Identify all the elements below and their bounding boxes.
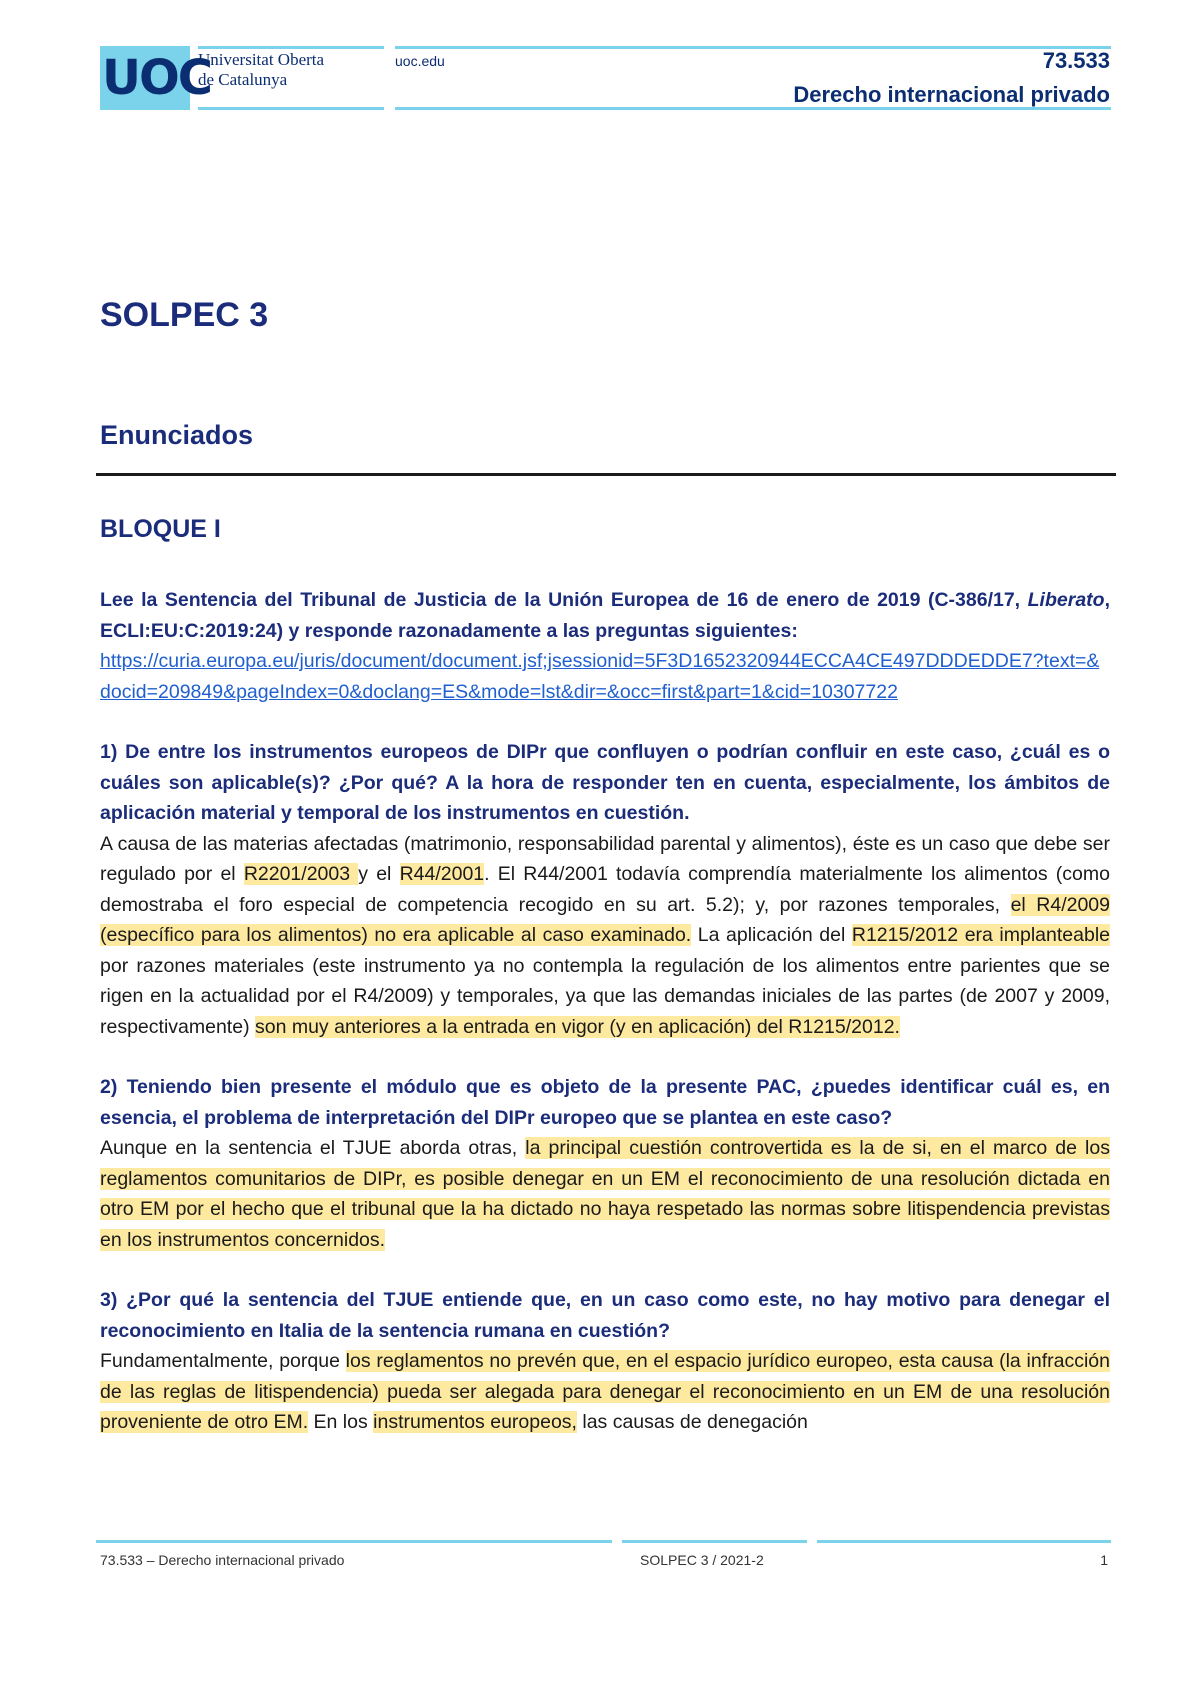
- answer-1-part1: A causa de las materias afectadas (matrimonio, responsabilidad parental y alimentos), éste es un caso que debe ser regulado por el: [100, 832, 1110, 885]
- curia-link[interactable]: https://curia.europa.eu/juris/document/document.jsf;jsessionid=5F3D1652320944ECCA4CE497DDDEDDE7?text=&docid=209849&pageIndex=0&doclang=ES&mode=lst&dir=&occ=first&part=1&cid=10307722: [100, 650, 1100, 703]
- university-name-line2: de Catalunya: [198, 70, 288, 89]
- footer-rule-left: [96, 1540, 612, 1543]
- answer-3-highlight2: instrumentos europeos,: [373, 1411, 577, 1433]
- question-2: [100, 1072, 1110, 1255]
- answer-2-part1: Aunque en la sentencia el TJUE aborda otras,: [100, 1137, 526, 1159]
- question-3-text: 3) ¿Por qué la sentencia del TJUE entiende que, en un caso como este, no hay motivo para denegar el reconocimiento en Italia de la sentencia rumana en cuestión?: [100, 1289, 1110, 1342]
- intro-part1: Lee la Sentencia del Tribunal de Justicia de la Unión Europea de 16 de enero de 2019 (C-386/17,: [100, 589, 1028, 611]
- question-1-text: 1) De entre los instrumentos europeos de DIPr que confluyen o podrían confluir en este caso, ¿cuál es o cuáles son aplicable(s)? ¿Por qué? A la hora de responder ten en cuenta, especialmente, los ámbitos de aplicación material y temporal de los instrumentos en cuestión.: [100, 741, 1110, 824]
- answer-1-highlight2: R44/2001: [399, 863, 485, 885]
- answer-1-highlight5: son muy anteriores a la entrada en vigor (y en aplicación) del R1215/2012.: [254, 1015, 900, 1038]
- case-name: Liberato: [1027, 589, 1105, 611]
- answer-3-part2: En los: [308, 1411, 374, 1433]
- intro-text: [100, 589, 1110, 642]
- header-rule-left-top: [198, 46, 384, 49]
- uoc-logo-mark: UOC: [100, 46, 190, 110]
- header-rule-left-bottom: [198, 107, 384, 110]
- university-name-line1: Universitat Oberta: [198, 50, 325, 69]
- answer-1-highlight3: el R4/2009 (específico para los alimentos) no era aplicable al caso examinado.: [100, 893, 1110, 946]
- section-title: Enunciados: [100, 420, 254, 450]
- intro-part2: , ECLI:EU:C:2019:24) y responde razonadamente a las preguntas siguientes:: [100, 589, 1110, 642]
- section-divider: [96, 473, 1116, 476]
- question-1: [100, 737, 1110, 1042]
- footer-rule-middle: [622, 1540, 807, 1543]
- answer-2-highlight1: la principal cuestión controvertida es la de si, en el marco de los reglamentos comunitarios de DIPr, es posible denegar en un EM el reconocimiento de una resolución dictada en otro EM por el hecho que el tribunal que la ha dictado no haya respetado las normas sobre litispendencia previstas en los instrumentos concernidos.: [100, 1137, 1110, 1251]
- page-number: 1: [1100, 1552, 1108, 1568]
- footer-course: 73.533 – Derecho internacional privado: [100, 1552, 345, 1568]
- answer-1-highlight4: R1215/2012 era implanteable: [851, 924, 1110, 946]
- answer-3-part1: Fundamentalmente, porque: [100, 1350, 346, 1372]
- course-name: Derecho internacional privado: [793, 82, 1110, 107]
- answer-1-part5: por razones materiales (este instrumento ya no contempla la regulación de los alimentos entre parientes que se rigen en la actualidad por el R4/2009) y temporales, ya que las demandas iniciales de las partes (de 2007 y 2009, respectivamente): [100, 954, 1110, 1038]
- document-title: SOLPEC 3: [100, 296, 269, 334]
- university-name: [198, 50, 324, 90]
- answer-1-part4: La aplicación del: [691, 924, 852, 946]
- answer-1-part2: y el: [358, 863, 400, 885]
- site-link[interactable]: uoc.edu: [395, 53, 445, 69]
- footer-document: SOLPEC 3 / 2021-2: [640, 1552, 764, 1568]
- document-body: [100, 585, 1110, 1468]
- intro-paragraph: [100, 585, 1110, 707]
- question-2-text: 2) Teniendo bien presente el módulo que es objeto de la presente PAC, ¿puedes identificar cuál es, en esencia, el problema de interpretación del DIPr europeo que se plantea en este caso?: [100, 1076, 1110, 1129]
- course-code: 73.533: [1042, 48, 1110, 73]
- answer-1-highlight1: R2201/2003: [243, 863, 359, 885]
- answer-3-part3: las causas de denegación: [576, 1411, 808, 1433]
- header-rule-right-top: [395, 46, 1111, 49]
- footer-rule-right: [817, 1540, 1111, 1543]
- block-title: BLOQUE I: [100, 515, 221, 543]
- question-3: [100, 1285, 1110, 1438]
- answer-3-highlight1: los reglamentos no prevén que, en el espacio jurídico europeo, esta causa (la infracción de las reglas de litispendencia) pueda ser alegada para denegar el reconocimiento en un EM de una resolución proveniente de otro EM.: [100, 1350, 1110, 1433]
- answer-1-part3: . El R44/2001 todavía comprendía materialmente los alimentos (como demostraba el foro especial de competencia recogido en su art. 5.2); y, por razones temporales,: [100, 863, 1110, 916]
